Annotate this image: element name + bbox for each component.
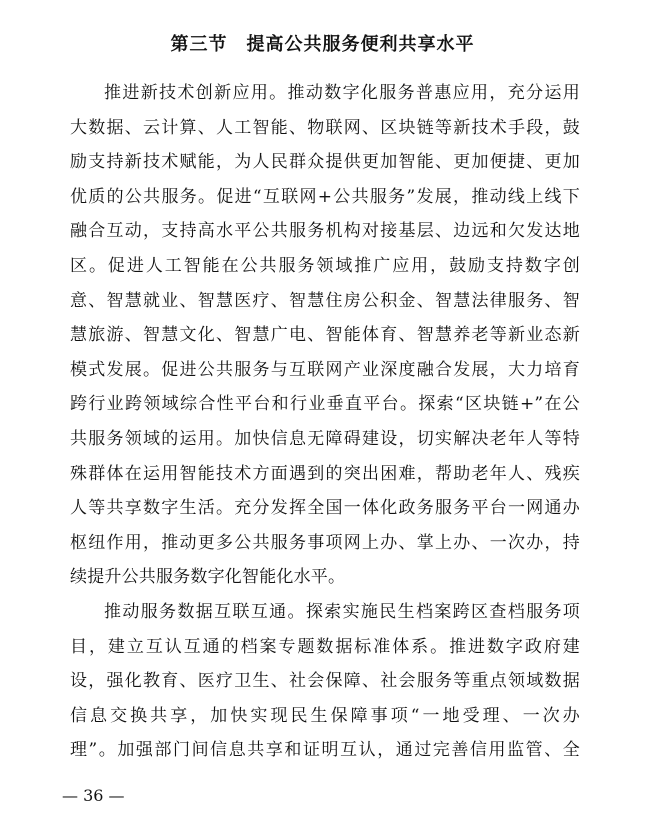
paragraph-data-interconnect [70, 595, 580, 768]
paragraph-line: 区。促进人工智能在公共服务领域推广应用，鼓励支持数字创 [70, 255, 580, 276]
paragraph-line: 模式发展。促进公共服务与互联网产业深度融合发展，大力培育 [70, 359, 580, 380]
paragraph-line: 目，建立互认互通的档案专题数据标准体系。推进数字政府建 [70, 636, 580, 657]
paragraph-line: 人等共享数字生活。充分发挥全国一体化政务服务平台一网通办 [70, 498, 580, 519]
paragraph-line: 意、智慧就业、智慧医疗、智慧住房公积金、智慧法律服务、智 [70, 290, 580, 311]
paragraph-line: 优质的公共服务。促进“互联网+公共服务”发展，推动线上线下 [70, 186, 580, 207]
paragraph-line: 枢纽作用，推动更多公共服务事项网上办、掌上办、一次办，持 [70, 532, 580, 553]
paragraph-line: 共服务领域的运用。加快信息无障碍建设，切实解决老年人等特 [70, 428, 580, 449]
paragraph-line: 大数据、云计算、人工智能、物联网、区块链等新技术手段，鼓 [70, 117, 580, 138]
section-title: 第三节 提高公共服务便利共享水平 [170, 34, 475, 55]
paragraph-line: 跨行业跨领域综合性平台和行业垂直平台。探索“区块链+”在公 [70, 394, 580, 415]
paragraph-line: 信息交换共享，加快实现民生保障事项“一地受理、一次办 [70, 705, 580, 726]
paragraph-line: 设，强化教育、医疗卫生、社会保障、社会服务等重点领域数据 [70, 671, 580, 692]
paragraph-line: 慧旅游、智慧文化、智慧广电、智能体育、智慧养老等新业态新 [70, 325, 580, 346]
page-number: — 36 — [62, 786, 125, 805]
paragraph-line: 理”。加强部门间信息共享和证明互认，通过完善信用监管、全 [70, 740, 580, 761]
paragraph-line: 殊群体在运用智能技术方面遇到的突出困难，帮助老年人、残疾 [70, 463, 580, 484]
paragraph-line: 融合互动，支持高水平公共服务机构对接基层、边远和欠发达地 [70, 221, 580, 242]
paragraph-line: 推进新技术创新应用。推动数字化服务普惠应用，充分运用 [104, 83, 580, 103]
paragraph-line: 续提升公共服务数字化智能化水平。 [70, 567, 346, 588]
body-text [70, 76, 580, 768]
paragraph-line: 励支持新技术赋能，为人民群众提供更加智能、更加便捷、更加 [70, 152, 580, 173]
paragraph-line: 推动服务数据互联互通。探索实施民生档案跨区查档服务项 [104, 601, 580, 622]
paragraph-new-tech [70, 76, 580, 595]
